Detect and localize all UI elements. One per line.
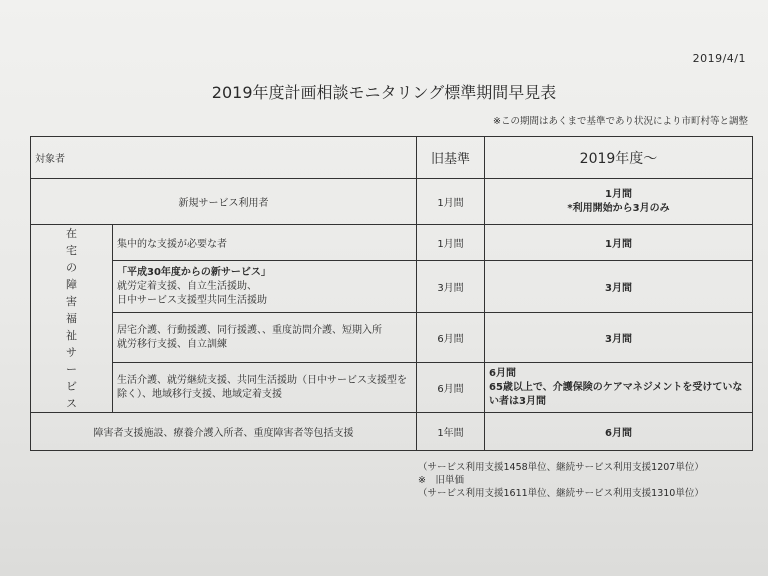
footer-old-price-note: ※ 旧単価 (418, 475, 464, 486)
home-care-line2: 就労移行支援、自立訓練 (117, 338, 227, 350)
document-title: 2019年度計画相談モニタリング標準期間早見表 (211, 83, 557, 102)
life-care-period: 6月間 (489, 367, 516, 379)
row-label-new-service (113, 261, 417, 313)
header-2019: 2019年度～ (485, 137, 753, 179)
row-old-new-user: 1月間 (417, 179, 485, 225)
new-service-heading: 「平成30年度からの新サービス」 (117, 266, 271, 278)
table-header-row (31, 137, 753, 179)
home-care-line1: 居宅介護、行動援護、同行援護、、重度訪問介護、短期入所 (117, 324, 382, 336)
table-row (31, 313, 753, 363)
table-row (31, 225, 753, 261)
home-service-group-label: 在宅の障害福祉サービス (31, 225, 113, 413)
row-label-home-care (113, 313, 417, 363)
row-label-life-care: 生活介護、就労継続支援、共同生活援助（日中サービス支援型を除く）、地域移行支援、地域定着支援 (113, 363, 417, 413)
table-row (31, 413, 753, 451)
footer-units-new: （サービス利用支援1458単位、継続サービス利用支援1207単位） (418, 462, 704, 473)
new-service-line3: 日中サービス支援型共同生活援助 (117, 294, 267, 306)
monitoring-period-table (30, 136, 753, 451)
life-care-condition: 65歳以上で、介護保険のケアマネジメントを受けていない者は3月間 (489, 381, 743, 407)
new-user-condition: *利用開始から3月のみ (567, 202, 670, 214)
row-label-new-user: 新規サービス利用者 (31, 179, 417, 225)
row-new-facility: 6月間 (485, 413, 753, 451)
table-row (31, 363, 753, 413)
table-row (31, 261, 753, 313)
row-old-facility: 1年間 (417, 413, 485, 451)
row-old-intensive: 1月間 (417, 225, 485, 261)
row-label-intensive: 集中的な支援が必要な者 (113, 225, 417, 261)
row-label-facility: 障害者支援施設、療養介護入所者、重度障害者等包括支援 (31, 413, 417, 451)
row-new-intensive: 1月間 (485, 225, 753, 261)
row-new-new-user (485, 179, 753, 225)
new-user-period: 1月間 (605, 188, 632, 200)
table-row (31, 179, 753, 225)
header-target: 対象者 (31, 137, 417, 179)
row-old-home-care: 6月間 (417, 313, 485, 363)
new-service-line2: 就労定着支援、自立生活援助、 (117, 280, 257, 292)
row-new-new-service: 3月間 (485, 261, 753, 313)
row-new-life-care (485, 363, 753, 413)
row-old-new-service: 3月間 (417, 261, 485, 313)
header-old-standard: 旧基準 (417, 137, 485, 179)
document-date: 2019/4/1 (692, 52, 746, 65)
footer-units-old: （サービス利用支援1611単位、継続サービス利用支援1310単位） (418, 488, 704, 499)
row-old-life-care: 6月間 (417, 363, 485, 413)
row-new-home-care: 3月間 (485, 313, 753, 363)
adjustment-note: ※この期間はあくまで基準であり状況により市町村等と調整 (493, 116, 748, 127)
